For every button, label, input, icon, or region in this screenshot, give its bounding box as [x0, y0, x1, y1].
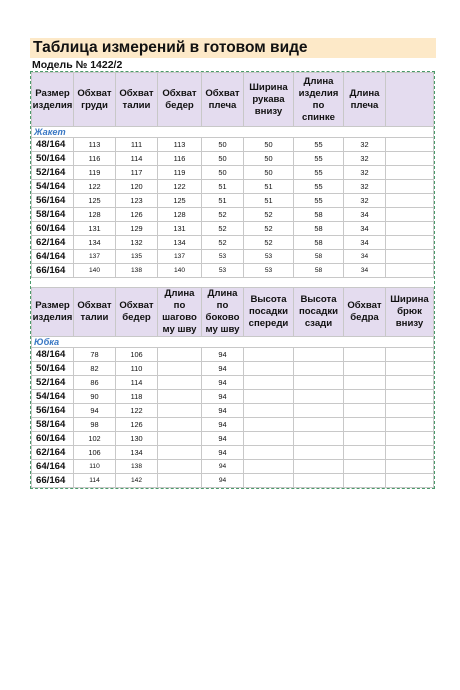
value-cell: 94: [202, 432, 244, 446]
column-header-line: бедра: [350, 312, 379, 323]
column-header: [116, 288, 158, 337]
value-cell: 34: [344, 250, 386, 264]
value-cell: 134: [116, 446, 158, 460]
size-cell: 56/164: [32, 194, 74, 208]
value-cell: 51: [202, 194, 244, 208]
size-cell: 50/164: [32, 152, 74, 166]
column-header-line: Обхват: [347, 300, 382, 311]
value-cell: [244, 432, 294, 446]
value-cell: 51: [202, 180, 244, 194]
value-cell: 114: [74, 474, 116, 488]
model-number: Модель № 1422/2: [32, 59, 123, 71]
size-cell: 58/164: [32, 208, 74, 222]
column-header-line: изделия: [32, 99, 73, 111]
section-label: Жакет: [32, 127, 434, 138]
value-cell: 138: [116, 460, 158, 474]
column-header-line: изделия: [298, 87, 339, 99]
value-cell: [386, 390, 434, 404]
value-cell: [158, 376, 202, 390]
value-cell: 129: [116, 222, 158, 236]
table-row: [32, 194, 434, 208]
value-cell: [294, 362, 344, 376]
value-cell: 138: [116, 264, 158, 278]
value-cell: 140: [158, 264, 202, 278]
value-cell: [294, 432, 344, 446]
value-cell: 126: [116, 208, 158, 222]
value-cell: 55: [294, 166, 344, 180]
value-cell: [386, 474, 434, 488]
size-cell: 48/164: [32, 138, 74, 152]
value-cell: [158, 390, 202, 404]
column-header-line: рукава: [252, 93, 285, 105]
column-header-line: спинке: [302, 111, 335, 123]
value-cell: 94: [202, 418, 244, 432]
table-row: [32, 208, 434, 222]
table-row: [32, 180, 434, 194]
value-cell: [344, 362, 386, 376]
value-cell: [158, 362, 202, 376]
column-header-line: Длина: [164, 288, 195, 299]
value-cell: 120: [116, 180, 158, 194]
value-cell: 32: [344, 180, 386, 194]
column-header-line: по: [173, 300, 186, 311]
value-cell: [344, 376, 386, 390]
value-cell: [158, 474, 202, 488]
column-header-line: брюк: [397, 306, 422, 317]
size-cell: 62/164: [32, 236, 74, 250]
value-cell: 128: [74, 208, 116, 222]
value-cell: 58: [294, 250, 344, 264]
column-header-line: му шву: [205, 324, 240, 335]
value-cell: [386, 432, 434, 446]
column-header: [158, 73, 202, 127]
value-cell: [386, 222, 434, 236]
table-row: [32, 376, 434, 390]
column-header-line: бедер: [122, 312, 151, 323]
size-cell: 66/164: [32, 264, 74, 278]
value-cell: 52: [202, 236, 244, 250]
column-header: [74, 73, 116, 127]
value-cell: [158, 404, 202, 418]
table-row: [32, 418, 434, 432]
column-header: [32, 73, 74, 127]
value-cell: 55: [294, 138, 344, 152]
page-title: Таблица измерений в готовом виде: [30, 38, 436, 58]
value-cell: 128: [158, 208, 202, 222]
value-cell: 122: [158, 180, 202, 194]
value-cell: [386, 152, 434, 166]
value-cell: 137: [158, 250, 202, 264]
value-cell: 58: [294, 208, 344, 222]
value-cell: [294, 376, 344, 390]
value-cell: 53: [202, 264, 244, 278]
column-header-line: Длина: [303, 75, 334, 87]
column-header-line: плеча: [208, 99, 237, 111]
value-cell: 135: [116, 250, 158, 264]
size-cell: 62/164: [32, 446, 74, 460]
value-cell: [244, 362, 294, 376]
value-cell: [344, 474, 386, 488]
size-cell: 48/164: [32, 348, 74, 362]
value-cell: 94: [202, 362, 244, 376]
value-cell: 126: [116, 418, 158, 432]
value-cell: [344, 404, 386, 418]
value-cell: 125: [74, 194, 116, 208]
column-header-line: талии: [122, 99, 151, 111]
value-cell: 110: [74, 460, 116, 474]
value-cell: 58: [294, 236, 344, 250]
size-cell: 50/164: [32, 362, 74, 376]
column-header-line: Обхват: [119, 300, 154, 311]
value-cell: 50: [244, 166, 294, 180]
column-header-line: сзади: [304, 318, 333, 329]
value-cell: [386, 166, 434, 180]
column-header-line: груди: [81, 99, 108, 111]
value-cell: 90: [74, 390, 116, 404]
value-cell: 52: [244, 208, 294, 222]
value-cell: 132: [116, 236, 158, 250]
value-cell: [386, 264, 434, 278]
column-header-line: Обхват: [77, 87, 112, 99]
value-cell: 34: [344, 236, 386, 250]
table-row: [32, 250, 434, 264]
value-cell: 58: [294, 264, 344, 278]
value-cell: [244, 348, 294, 362]
value-cell: 32: [344, 194, 386, 208]
value-cell: 51: [244, 194, 294, 208]
size-cell: 52/164: [32, 376, 74, 390]
value-cell: 50: [202, 138, 244, 152]
column-header: [294, 73, 344, 127]
value-cell: [294, 418, 344, 432]
value-cell: 106: [116, 348, 158, 362]
size-cell: 54/164: [32, 180, 74, 194]
column-header-line: шагово: [162, 312, 197, 323]
value-cell: 134: [158, 236, 202, 250]
value-cell: 110: [116, 362, 158, 376]
jacket-measurements-table: [31, 72, 434, 278]
column-header-line: Обхват: [77, 300, 112, 311]
value-cell: 34: [344, 208, 386, 222]
value-cell: 142: [116, 474, 158, 488]
value-cell: 134: [74, 236, 116, 250]
value-cell: 117: [116, 166, 158, 180]
value-cell: 94: [74, 404, 116, 418]
size-cell: 66/164: [32, 474, 74, 488]
column-header-line: Размер: [35, 300, 70, 311]
value-cell: [344, 418, 386, 432]
column-header: [158, 288, 202, 337]
value-cell: [158, 460, 202, 474]
table-row: [32, 138, 434, 152]
value-cell: 94: [202, 460, 244, 474]
column-header: [32, 288, 74, 337]
value-cell: 94: [202, 348, 244, 362]
column-header-line: Высота: [250, 294, 287, 305]
value-cell: 55: [294, 152, 344, 166]
value-cell: 50: [244, 138, 294, 152]
value-cell: [244, 474, 294, 488]
value-cell: [244, 376, 294, 390]
value-cell: [386, 194, 434, 208]
value-cell: 53: [244, 264, 294, 278]
size-cell: 58/164: [32, 418, 74, 432]
value-cell: 50: [202, 166, 244, 180]
value-cell: 111: [116, 138, 158, 152]
value-cell: 119: [158, 166, 202, 180]
column-header: [244, 288, 294, 337]
value-cell: 137: [74, 250, 116, 264]
value-cell: [158, 432, 202, 446]
value-cell: 118: [116, 390, 158, 404]
value-cell: 130: [116, 432, 158, 446]
table-row: [32, 152, 434, 166]
value-cell: [244, 446, 294, 460]
value-cell: [158, 348, 202, 362]
value-cell: 106: [74, 446, 116, 460]
value-cell: [344, 446, 386, 460]
value-cell: 116: [74, 152, 116, 166]
value-cell: 122: [74, 180, 116, 194]
value-cell: 50: [202, 152, 244, 166]
table-row: [32, 222, 434, 236]
table-row: [32, 446, 434, 460]
value-cell: [386, 250, 434, 264]
column-header-line: плеча: [350, 99, 379, 111]
value-cell: [294, 460, 344, 474]
value-cell: [294, 390, 344, 404]
column-header: [202, 73, 244, 127]
column-header-line: Ширина: [249, 81, 288, 93]
value-cell: 102: [74, 432, 116, 446]
table-row: [32, 362, 434, 376]
value-cell: [386, 180, 434, 194]
value-cell: 53: [202, 250, 244, 264]
column-header: [294, 288, 344, 337]
column-header: [116, 73, 158, 127]
table-row: [32, 474, 434, 488]
column-header: [74, 288, 116, 337]
value-cell: 131: [158, 222, 202, 236]
value-cell: 52: [202, 208, 244, 222]
size-cell: 54/164: [32, 390, 74, 404]
value-cell: [344, 390, 386, 404]
value-cell: 94: [202, 404, 244, 418]
value-cell: [294, 446, 344, 460]
value-cell: 140: [74, 264, 116, 278]
value-cell: 52: [202, 222, 244, 236]
value-cell: [294, 404, 344, 418]
value-cell: 52: [244, 236, 294, 250]
value-cell: 114: [116, 152, 158, 166]
value-cell: [386, 236, 434, 250]
value-cell: 116: [158, 152, 202, 166]
size-cell: 52/164: [32, 166, 74, 180]
table-row: [32, 432, 434, 446]
value-cell: 55: [294, 180, 344, 194]
column-header-line: внизу: [254, 105, 283, 117]
value-cell: [244, 460, 294, 474]
value-cell: [344, 460, 386, 474]
value-cell: 32: [344, 152, 386, 166]
value-cell: 131: [74, 222, 116, 236]
column-header-line: Обхват: [162, 87, 197, 99]
column-header-line: внизу: [395, 318, 424, 329]
value-cell: [386, 446, 434, 460]
column-header-line: по: [216, 300, 229, 311]
value-cell: [386, 460, 434, 474]
column-header-line: Высота: [300, 294, 337, 305]
value-cell: 50: [244, 152, 294, 166]
value-cell: 123: [116, 194, 158, 208]
column-header-line: Длина: [349, 87, 380, 99]
section-label: Юбка: [32, 337, 434, 348]
value-cell: 98: [74, 418, 116, 432]
column-header-line: Обхват: [119, 87, 154, 99]
size-cell: 64/164: [32, 250, 74, 264]
value-cell: [386, 138, 434, 152]
table-row: [32, 390, 434, 404]
column-header-line: боково: [205, 312, 240, 323]
value-cell: [386, 348, 434, 362]
column-header: [344, 73, 386, 127]
value-cell: [244, 404, 294, 418]
value-cell: 55: [294, 194, 344, 208]
value-cell: [158, 418, 202, 432]
size-cell: 64/164: [32, 460, 74, 474]
skirt-measurements-table: [31, 287, 434, 488]
column-header-line: бедер: [165, 99, 194, 111]
table-row: [32, 404, 434, 418]
column-header: [202, 288, 244, 337]
value-cell: 78: [74, 348, 116, 362]
value-cell: 94: [202, 390, 244, 404]
column-header: [386, 288, 434, 337]
column-header-line: посадки: [248, 306, 289, 317]
column-header-line: талии: [80, 312, 109, 323]
value-cell: 113: [158, 138, 202, 152]
value-cell: 82: [74, 362, 116, 376]
size-cell: 60/164: [32, 222, 74, 236]
table-row: [32, 236, 434, 250]
value-cell: [386, 208, 434, 222]
value-cell: 125: [158, 194, 202, 208]
value-cell: 53: [244, 250, 294, 264]
column-header-line: изделия: [32, 312, 73, 323]
column-header-line: посадки: [298, 306, 339, 317]
value-cell: 94: [202, 376, 244, 390]
column-header-line: му шву: [162, 324, 197, 335]
value-cell: 32: [344, 166, 386, 180]
value-cell: [386, 418, 434, 432]
column-header-line: Обхват: [205, 87, 240, 99]
table-row: [32, 348, 434, 362]
value-cell: [386, 376, 434, 390]
value-cell: [294, 474, 344, 488]
value-cell: [386, 362, 434, 376]
column-header-line: Ширина: [390, 294, 429, 305]
value-cell: [344, 348, 386, 362]
value-cell: 113: [74, 138, 116, 152]
value-cell: [344, 432, 386, 446]
size-cell: 56/164: [32, 404, 74, 418]
column-header: [344, 288, 386, 337]
value-cell: [294, 348, 344, 362]
value-cell: 58: [294, 222, 344, 236]
value-cell: 86: [74, 376, 116, 390]
value-cell: [244, 418, 294, 432]
value-cell: 51: [244, 180, 294, 194]
table-row: [32, 264, 434, 278]
column-header-line: Длина: [207, 288, 238, 299]
value-cell: [158, 446, 202, 460]
value-cell: 119: [74, 166, 116, 180]
table-row: [32, 166, 434, 180]
column-header: [244, 73, 294, 127]
value-cell: 114: [116, 376, 158, 390]
value-cell: 34: [344, 222, 386, 236]
column-header-line: Размер: [35, 87, 70, 99]
value-cell: 122: [116, 404, 158, 418]
column-header: [386, 73, 434, 127]
value-cell: [244, 390, 294, 404]
value-cell: 34: [344, 264, 386, 278]
value-cell: 94: [202, 474, 244, 488]
size-cell: 60/164: [32, 432, 74, 446]
value-cell: [386, 404, 434, 418]
value-cell: 94: [202, 446, 244, 460]
column-header-line: по: [312, 99, 325, 111]
value-cell: 52: [244, 222, 294, 236]
value-cell: 32: [344, 138, 386, 152]
column-header-line: спереди: [248, 318, 289, 329]
table-row: [32, 460, 434, 474]
